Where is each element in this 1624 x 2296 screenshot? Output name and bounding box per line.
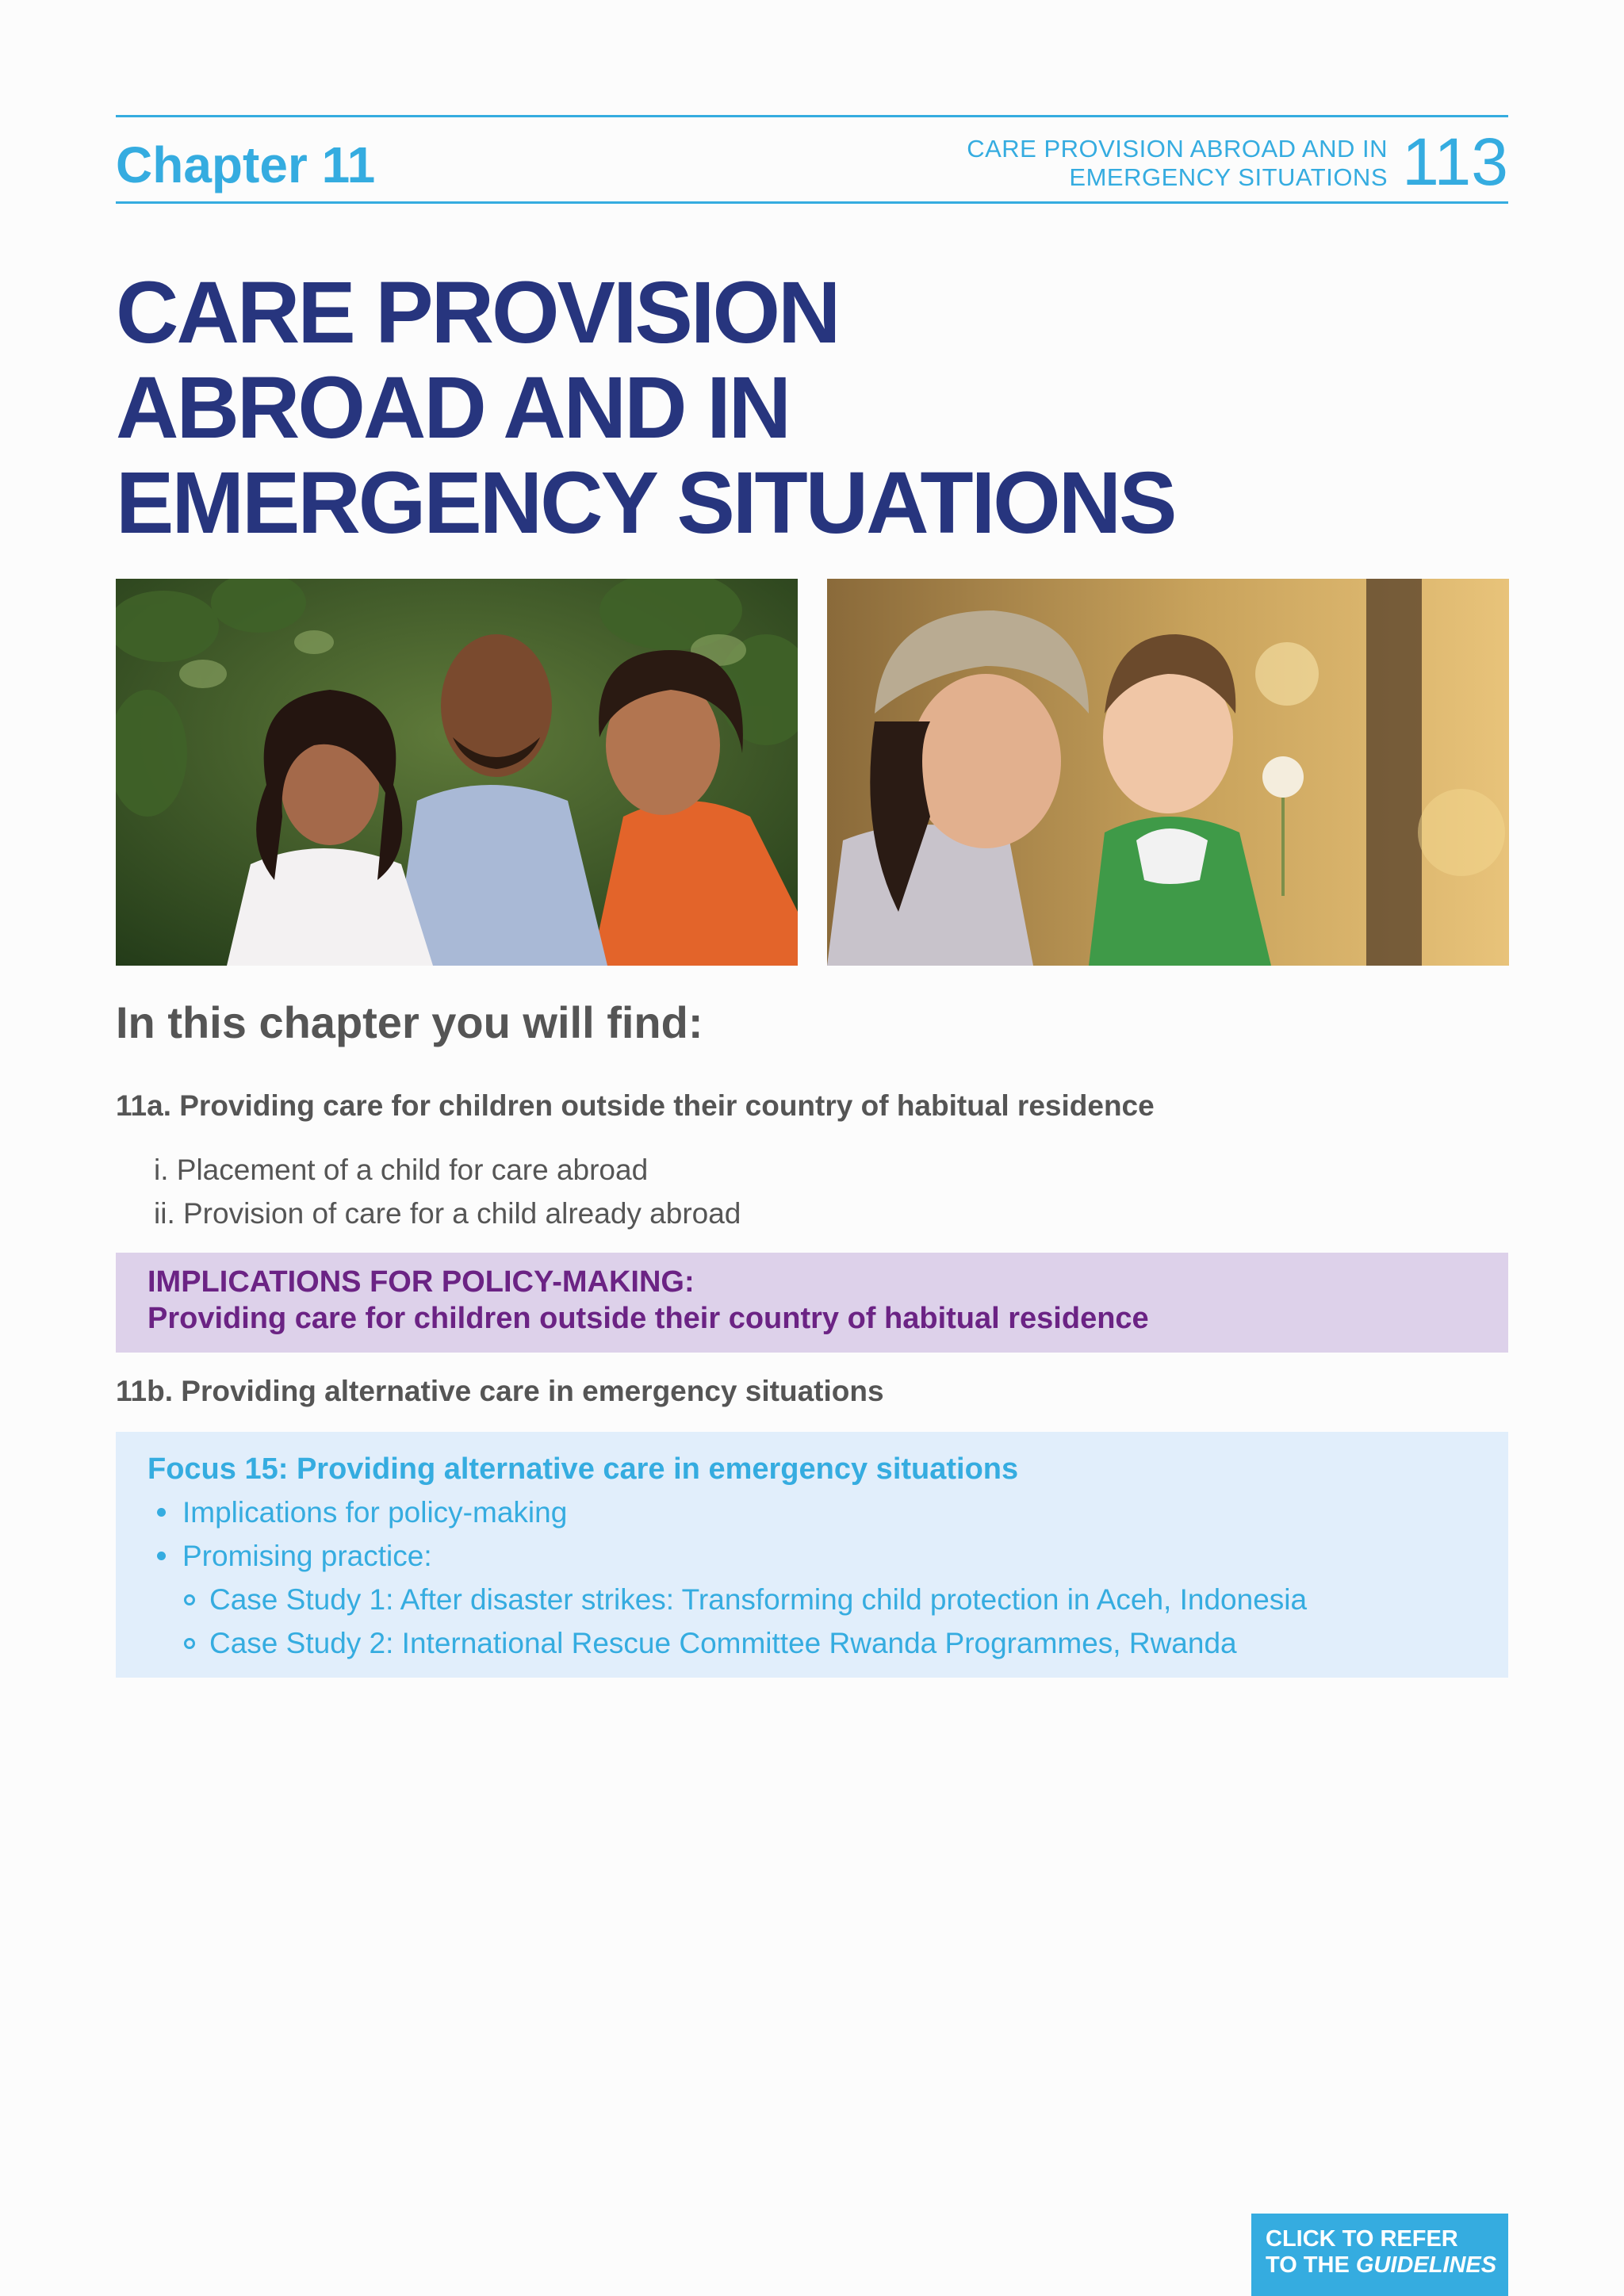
section-11a-heading[interactable]: 11a. Providing care for children outside their country of habitual residence: [116, 1089, 1155, 1122]
cta-line2: [1266, 2252, 1508, 2279]
running-head-line2: EMERGENCY SITUATIONS: [1069, 163, 1388, 191]
focus-list: [147, 1490, 1477, 1665]
cta-line2-emphasis: GUIDELINES: [1355, 2252, 1497, 2278]
title-line3: EMERGENCY SITUATIONS: [116, 454, 1175, 552]
chapter-contents-heading: In this chapter you will find:: [116, 997, 703, 1047]
chapter-header: [116, 115, 1508, 204]
cta-line1: CLICK TO REFER: [1266, 2226, 1458, 2252]
list-item[interactable]: i. Placement of a child for care abroad: [154, 1154, 649, 1186]
focus-box-title[interactable]: Focus 15: Providing alternative care in emergency situations: [147, 1452, 1019, 1486]
running-head: [912, 135, 1388, 192]
running-head-line1: CARE PROVISION ABROAD AND IN: [967, 135, 1388, 163]
page-title: [116, 266, 1508, 551]
title-line2: ABROAD AND IN: [116, 359, 790, 457]
policy-box-title: IMPLICATIONS FOR POLICY-MAKING:: [147, 1265, 695, 1299]
mother-child-photo: [827, 579, 1509, 966]
refer-to-guidelines-button[interactable]: [1251, 2214, 1508, 2296]
list-item[interactable]: Promising practice:: [147, 1534, 1477, 1578]
cta-line2-prefix: TO THE: [1266, 2252, 1356, 2278]
page-number: 113: [1402, 124, 1508, 199]
family-photo: [116, 579, 798, 966]
policy-implications-box[interactable]: [116, 1253, 1508, 1353]
section-11a-list: [154, 1148, 741, 1235]
chapter-label: Chapter 11: [116, 136, 376, 193]
page: [116, 0, 1508, 2296]
title-line1: CARE PROVISION: [116, 264, 839, 362]
list-item[interactable]: Implications for policy-making: [147, 1490, 1477, 1534]
case-study-item[interactable]: Case Study 1: After disaster strikes: Transforming child protection in Aceh, Indonesia: [147, 1578, 1477, 1621]
case-study-item[interactable]: Case Study 2: International Rescue Committee Rwanda Programmes, Rwanda: [147, 1621, 1477, 1665]
list-item[interactable]: ii. Provision of care for a child already abroad: [154, 1197, 741, 1230]
section-11b-heading[interactable]: 11b. Providing alternative care in emergency situations: [116, 1375, 884, 1407]
policy-box-subtitle: Providing care for children outside their country of habitual residence: [147, 1302, 1149, 1335]
focus-15-box: [116, 1432, 1508, 1678]
